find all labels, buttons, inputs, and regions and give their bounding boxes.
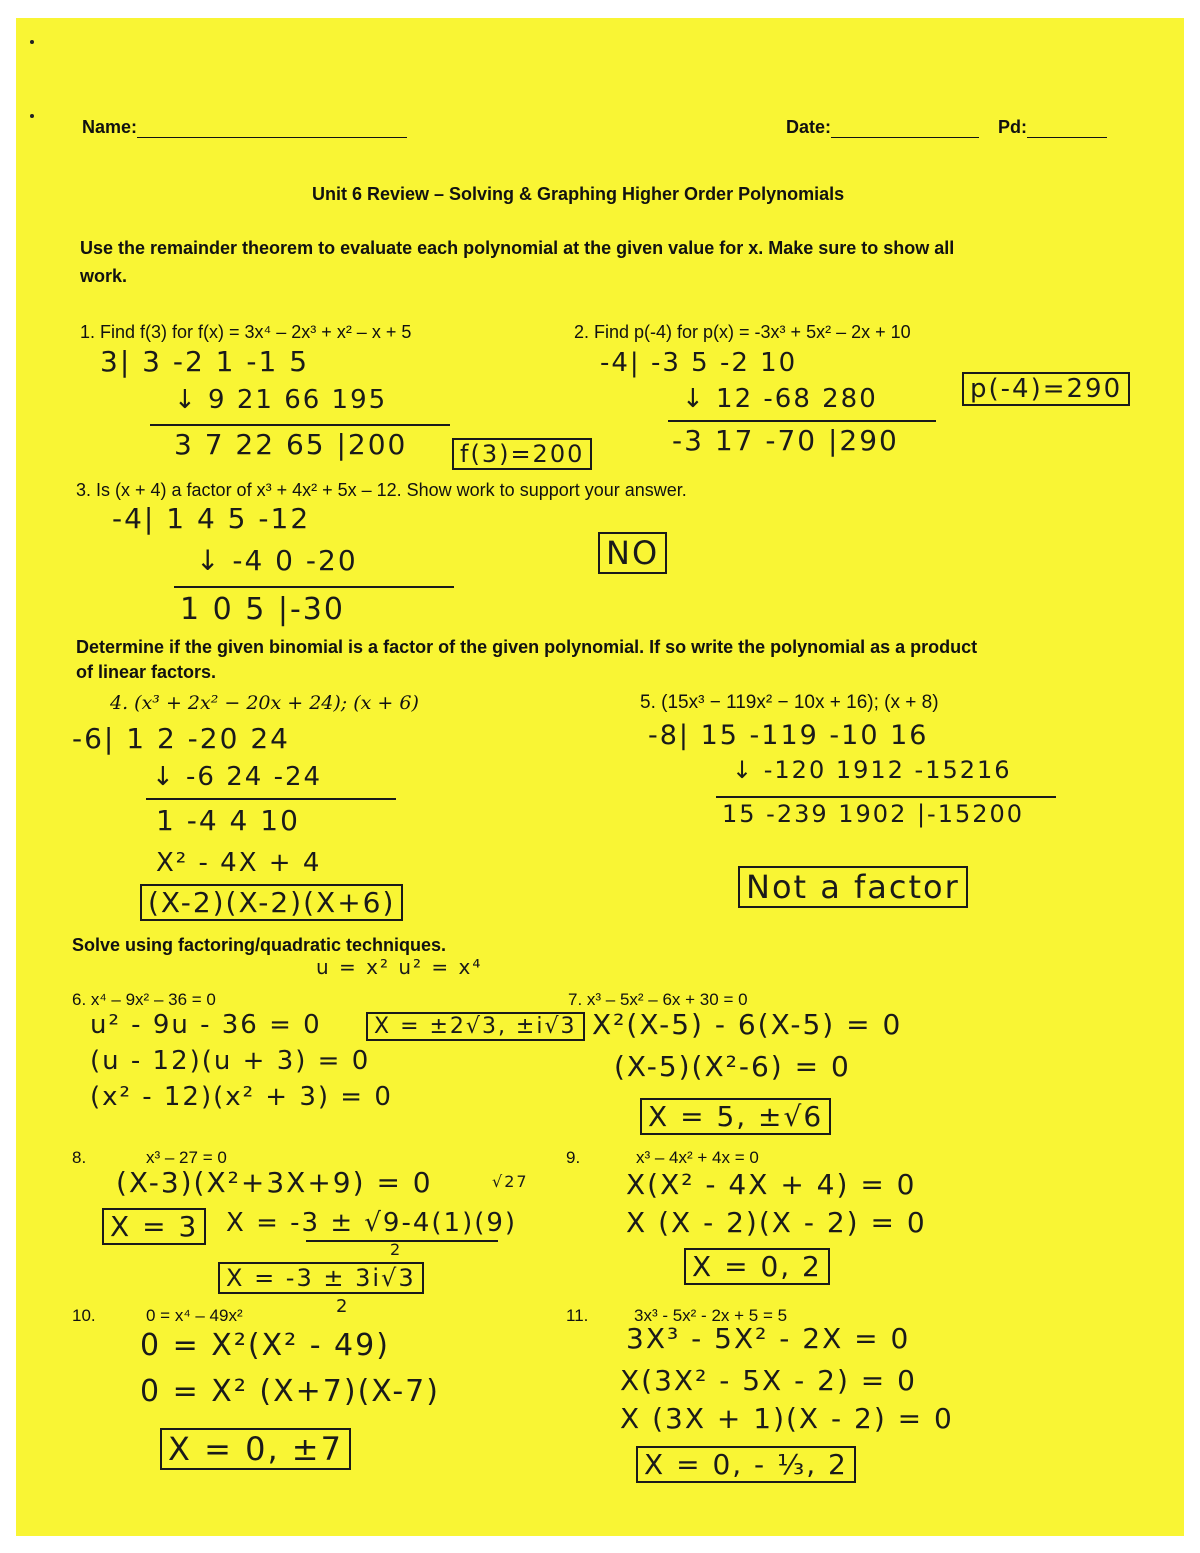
instructions-remainder: Use the remainder theorem to evaluate each polynomial at the given value for x. Make sure to show all [80, 238, 955, 258]
instructions-remainder-cont: work. [80, 266, 128, 286]
p3-answer-box: NO [598, 532, 667, 574]
p11-answer-box: X = 0, - ⅓, 2 [636, 1446, 856, 1483]
p7-answer-box: X = 5, ±√6 [640, 1098, 831, 1135]
p1-divider-line [150, 424, 450, 426]
p9-work-row1: X(X² - 4X + 4) = 0 [626, 1168, 917, 1201]
p11-work-row1: 3X³ - 5X² - 2X = 0 [626, 1322, 911, 1355]
date-field [786, 117, 979, 138]
p1-synthetic-row1: 3| 3 -2 1 -1 5 [100, 345, 310, 378]
p1-synthetic-row3: 3 7 22 65 |200 [174, 428, 408, 461]
p6-work-row2: (u - 12)(u + 3) = 0 [90, 1046, 371, 1076]
scan-mark [30, 114, 34, 118]
problem-10: 0 = x⁴ – 49x² [146, 1306, 243, 1325]
name-field [82, 117, 407, 138]
pd-label: Pd: [998, 117, 1027, 137]
instructions-factor-cont: of linear factors. [76, 662, 217, 682]
p11-work-row2: X(3X² - 5X - 2) = 0 [620, 1364, 917, 1397]
p7-work-row1: X²(X-5) - 6(X-5) = 0 [592, 1008, 903, 1041]
p4-synthetic-row1: -6| 1 2 -20 24 [72, 722, 290, 755]
p2-synthetic-row1: -4| -3 5 -2 10 [600, 348, 798, 378]
p3-synthetic-row2: ↓ -4 0 -20 [196, 544, 358, 577]
p10-work-row1: 0 = X²(X² - 49) [140, 1328, 390, 1363]
problem-4: 4. (x³ + 2x² − 20x + 24); (x + 6) [110, 692, 419, 714]
p10-answer-box: X = 0, ±7 [160, 1428, 351, 1470]
problem-5: 5. (15x³ − 119x² − 10x + 16); (x + 8) [640, 692, 939, 713]
p8-answer-box: X = 3 [102, 1208, 206, 1245]
name-label: Name: [82, 117, 138, 137]
p5-synthetic-row1: -8| 15 -119 -10 16 [648, 720, 929, 751]
p9-work-row2: X (X - 2)(X - 2) = 0 [626, 1206, 927, 1239]
problem-3: 3. Is (x + 4) a factor of x³ + 4x² + 5x – 12. Show work to support your answer. [76, 480, 687, 500]
p5-answer-box: Not a factor [738, 866, 968, 908]
p2-answer-box: p(-4)=290 [962, 372, 1130, 406]
p2-divider-line [668, 420, 936, 422]
scan-mark [30, 40, 34, 44]
p8-quadratic-formula: X = -3 ± √9-4(1)(9) [226, 1208, 518, 1238]
problem-8-number: 8. [72, 1148, 87, 1167]
p3-divider-line [174, 586, 454, 588]
page-title: Unit 6 Review – Solving & Graphing Higher Order Polynomials [312, 184, 845, 204]
p1-answer-box: f(3)=200 [452, 438, 592, 470]
problem-2: 2. Find p(-4) for p(x) = -3x³ + 5x² – 2x + 10 [574, 322, 911, 342]
p8-note: √27 [492, 1172, 529, 1191]
p6-work-row3: (x² - 12)(x² + 3) = 0 [90, 1082, 393, 1112]
problem-9-number: 9. [566, 1148, 581, 1167]
problem-8: x³ – 27 = 0 [146, 1148, 227, 1167]
p4-synthetic-row2: ↓ -6 24 -24 [152, 762, 323, 792]
name-blank[interactable] [137, 119, 407, 138]
problem-1: 1. Find f(3) for f(x) = 3x⁴ – 2x³ + x² – x + 5 [80, 322, 412, 342]
instructions-factor: Determine if the given binomial is a factor of the given polynomial. If so write the polynomial as a product [76, 637, 978, 657]
p8-answer-2-denominator: 2 [336, 1296, 350, 1317]
p6-work-row1: u² - 9u - 36 = 0 [90, 1010, 322, 1040]
problem-9: x³ – 4x² + 4x = 0 [636, 1148, 759, 1167]
p6-answer-box: X = ±2√3, ±i√3 [366, 1012, 585, 1041]
p5-synthetic-row2: ↓ -120 1912 -15216 [732, 756, 1012, 784]
p4-synthetic-row3: 1 -4 4 10 [156, 804, 300, 837]
instructions-solve: Solve using factoring/quadratic techniques. [72, 935, 447, 955]
p11-work-row3: X (3X + 1)(X - 2) = 0 [620, 1402, 954, 1435]
p3-synthetic-row3: 1 0 5 |-30 [180, 592, 345, 627]
p8-answer-box-2 [218, 1262, 424, 1294]
p4-answer-box: (X-2)(X-2)(X+6) [140, 884, 403, 921]
p4-quotient: X² - 4X + 4 [156, 848, 322, 878]
pd-blank[interactable] [1027, 119, 1107, 138]
p1-synthetic-row2: ↓ 9 21 66 195 [174, 385, 388, 415]
date-blank[interactable] [831, 119, 979, 138]
p2-synthetic-row2: ↓ 12 -68 280 [682, 384, 878, 414]
p2-synthetic-row3: -3 17 -70 |290 [672, 424, 899, 457]
p8-quadratic-denominator: 2 [390, 1240, 403, 1259]
p8-answer-2: X = -3 ± 3i√3 [226, 1264, 416, 1292]
problem-6: 6. x⁴ – 9x² – 36 = 0 [72, 990, 216, 1009]
period-field [998, 117, 1107, 138]
p4-divider-line [146, 798, 396, 800]
p3-synthetic-row1: -4| 1 4 5 -12 [112, 502, 311, 535]
p6-substitution-note: u = x² u² = x⁴ [316, 955, 483, 979]
problem-11-number: 11. [566, 1306, 589, 1325]
p7-work-row2: (X-5)(X²-6) = 0 [614, 1050, 851, 1083]
p5-divider-line [716, 796, 1056, 798]
problem-10-number: 10. [72, 1306, 96, 1325]
p9-answer-box: X = 0, 2 [684, 1248, 830, 1285]
p8-work-row1: (X-3)(X²+3X+9) = 0 [116, 1166, 433, 1199]
p10-work-row2: 0 = X² (X+7)(X-7) [140, 1374, 440, 1409]
p5-synthetic-row3: 15 -239 1902 |-15200 [722, 800, 1025, 828]
problem-7: 7. x³ – 5x² – 6x + 30 = 0 [568, 990, 748, 1009]
date-label: Date: [786, 117, 832, 137]
problem-11: 3x³ - 5x² - 2x + 5 = 5 [634, 1306, 788, 1325]
